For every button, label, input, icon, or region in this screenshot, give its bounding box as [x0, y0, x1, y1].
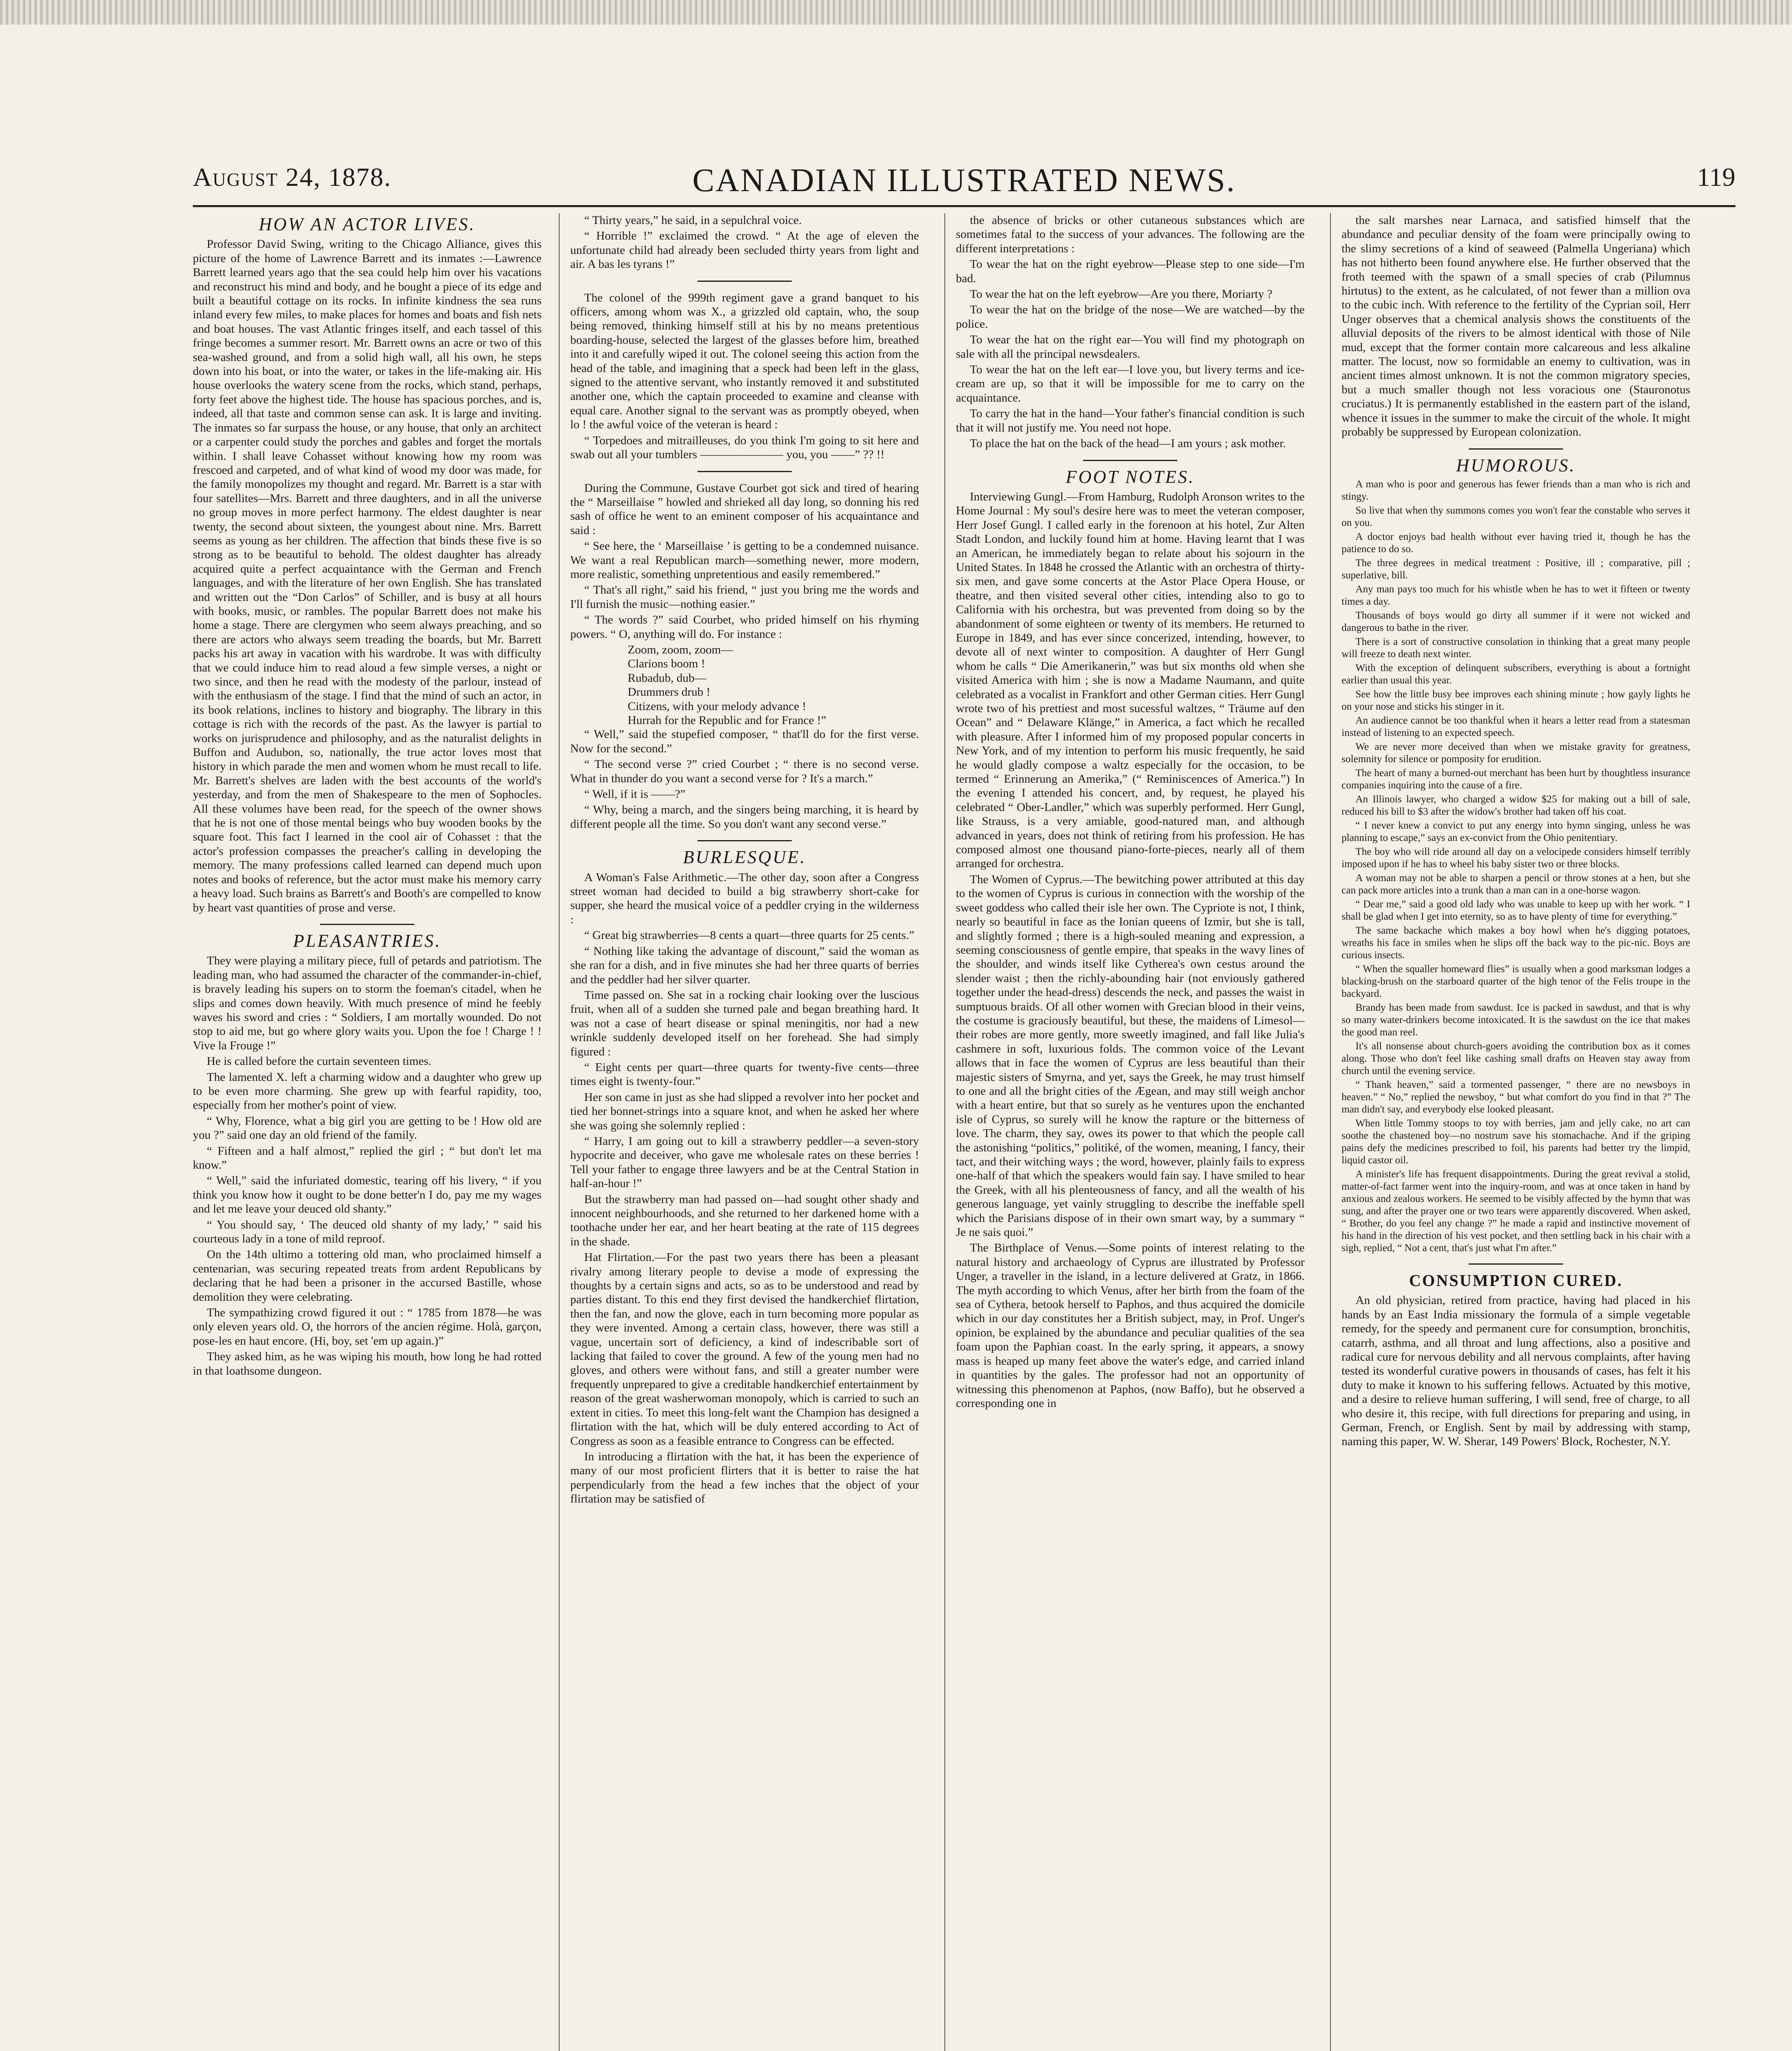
paragraph: “ Dear me,” said a good old lady who was unable to keep up with her work. “ I shall be glad when I get into eternity, so as to have plenty of time for everything.” [1342, 898, 1690, 922]
paragraph: It's all nonsense about church-goers avoiding the contribution box as it comes along. Those who don't feel like cashing small drafts on Heaven stay away from church until the evening service. [1342, 1040, 1690, 1076]
anecdote-commune [570, 481, 919, 641]
paragraph: Interviewing Gungl.—From Hamburg, Rudolph Aronson writes to the Home Journal : My soul's desire here was to meet the veteran composer, Herr Josef Gungl. I called early in the forenoon at his hotel, Zur Alten Stadt London, and luckily found him at home. Having learnt that I was an American, he immediately began to relate about his sojourn in the United States. In 1848 he crossed the Atlantic with an orchestra of thirty-six men, and gave some concerts at the Astor Place Opera House, or theatre, and then visited several other cities, intending also to go to California with his orchestra, but was prevented from doing so by the abandonment of some eighteen or twenty of its members. He returned to Europe in 1849, and has ever since concerized, intending, however, to devote all of next winter to composition. A daughter of Herr Gungl whom he calls “ Die Amerikanerin,” was but six months old when she visited America with him ; she is now a Madame Naumann, and quite celebrated as a vocalist in Frankfort and other German cities. Herr Gungl wrote two of his prettiest and most sucessful waltzes, “ Träume auf den Ocean” and “ Delaware Klänge,” in America, a fact which he recalled with pleasure. After I informed him of my proposed popular concerts in New York, and of my intention to perform his music frequently, he said he would gladly compose a waltz especially for the occasion, to be termed “ Erinnerung an Amerika,” (“ Reminiscences of America.”) In the evening I attended his concert, and, by request, he played his celebrated “ Ober-Landler,” which was superbly performed. Herr Gungl, like Strauss, is a very amiable, good-natured man, and although advanced in years, does not think of retiring from his profession. He has composed almost one thousand piano-forte-pieces, nearly all of them arranged for orchestra. [956, 490, 1305, 870]
article-actor [193, 237, 542, 915]
heading-consumption-cured: CONSUMPTION CURED. [1409, 1271, 1623, 1290]
column-divider [1330, 213, 1331, 2051]
article-burlesque [570, 870, 919, 1506]
paragraph: An Illinois lawyer, who charged a widow $25 for making out a bill of sale, reduced his bill to $3 after the widow's brother had taken off his coat. [1342, 793, 1690, 817]
paragraph: A doctor enjoys bad health without ever having tried it, though he has the patience to do so. [1342, 531, 1690, 555]
paragraph: The lamented X. left a charming widow and a daughter who grew up to be even more charming. She grew up with fearful rapidity, too, especially from her mother's point of view. [193, 1070, 542, 1112]
paragraph: So live that when thy summons comes you won't fear the constable who serves it on you. [1342, 505, 1690, 528]
paragraph: Rubadub, dub— [628, 671, 706, 685]
paragraph: The Women of Cyprus.—The bewitching power attributed at this day to the women of Cyprus is curious in connection with the worship of the sweet goddess who called their isle her own. The Cypriote is not, I think, nearly so beautiful in face as the Ionian queens of Izmir, but she is tall, and slightly formed ; there is a high-souled meaning and expression, a seeming consciousness of gentle empire, that speaks in the wavy lines of the shoulder, and winds itself like Cytherea's own cestus around the slender waist ; then the richly-abounding hair (not enviously gathered together under the head-dress) descends the neck, and passes the waist in sumptuous braids. Of all other women with Grecian blood in their veins, the costume is graciously beautiful, but these, the maidens of Limesol—their robes are more gently, more sweetly imagined, and fall like Julia's cashmere in soft, luxurious folds. The common voice of the Levant allows that in face the women of Cyprus are less beautiful than their majestic sisters of Smyrna, and yet, says the Greek, he may trust himself to one and all the bright cities of the Ægean, and may still weigh anchor with a heart entire, but that so surely as he ventures upon the enchanted isle of Cyprus, so surely will he know the rapture or the bitterness of love. The charm, they say, owes its power to that which the people call the astonishing “politics,” politiké, of the women, meaning, I fancy, their tact, and their witching ways ; the word, however, plainly fails to express one-half of that which the speakers would fain say. I have smiled to hear the Greek, with all his plenteousness of fancy, and all the wealth of his generous language, yet vainly struggling to describe the ineffable spell which the Parisians dispose of in their own smart way, by a summary “ Je ne sais quoi.” [956, 872, 1305, 1239]
heading-burlesque: BURLESQUE. [683, 847, 807, 868]
separator [320, 924, 414, 925]
march-verse [570, 643, 919, 727]
paragraph: To wear the hat on the right eyebrow—Please step to one side—I'm bad. [956, 258, 1305, 285]
paragraph: Hurrah for the Republic and for France !” [628, 714, 826, 727]
paragraph: To wear the hat on the bridge of the nose—We are watched—by the police. [956, 303, 1305, 331]
separator [1469, 1263, 1563, 1265]
separator [697, 281, 792, 282]
paragraph: “ Well,” said the infuriated domestic, tearing off his livery, “ if you think you know how it ought to be done better'n I do, pay me my wages and let me leave your deuced old shanty.” [193, 1174, 542, 1216]
paragraph: To wear the hat on the left ear—I love you, but livery terms and ice-cream are up, so that it will be impossible for me to carry on the acquaintance. [956, 363, 1305, 404]
column-divider [559, 213, 560, 2051]
heading-pleasantries: PLEASANTRIES. [293, 930, 441, 951]
column-divider [944, 213, 945, 2051]
paragraph: the salt marshes near Larnaca, and satisfied himself that the abundance and peculiar density of the foam were principally owing to the slimy secretions of a kind of seaweed (Palmella Ungeriana) which has not hitherto been found anywhere else. He further observed that the froth teemed with the spawn of a small species of crab (Pilumnus hirtutus) to the extent, as he calculated, of not fewer than a million ova to the cubic inch. With reference to the fertility of the Cyprian soil, Herr Unger observes that a chemical analysis shows the constituents of the alluvial deposits of the rivers to be almost identical with those of Nile mud, except that the former contain more calcareous and less alkaline matter. The locust, now so formidable an enemy to cultivation, was in ancient times almost unknown. It is not the common migratory species, but a much smaller though not less voracious one (Stauronotus cruciatus.) It is permanently established in the eastern part of the island, whence it issues in the summer to make the circuit of the whole. It might probably be suppressed by European colonization. [1342, 214, 1690, 439]
paragraph: “ Nothing like taking the advantage of discount,” said the woman as she ran for a dish, and in five minutes she had her three quarts of berries and the peddler had her silver quarter. [570, 944, 919, 986]
column-3 [956, 213, 1305, 2051]
paragraph: We are never more deceived than when we mistake gravity for greatness, solemnity for silence or pomposity for erudition. [1342, 741, 1690, 765]
paragraph: A minister's life has frequent disappointments. During the great revival a stolid, matter-of-fact farmer went into the inquiry-room, and was at once taken in hand by anxious and zealous workers. He seemed to be visibly affected by the hymn that was sung, and after the prayer one or two tears were apparently discovered. When asked, “ Brother, do you feel any change ?” he made a rapid and instinctive movement of his hand in the direction of his vest pocket, and then settling back in his chair with a sigh, replied, “ Not a cent, that's just what I'm after.” [1342, 1168, 1690, 1254]
paragraph: Zoom, zoom, zoom— [628, 643, 733, 656]
paragraph: “ Why, being a march, and the singers being marching, it is heard by different people all the time. So you don't want any second verse.” [570, 803, 919, 831]
paragraph: The same backache which makes a boy howl when he's digging potatoes, wreaths his face in smiles when he slips off the back way to the pic-nic. Boys are curious insects. [1342, 925, 1690, 961]
paragraph: But the strawberry man had passed on—had sought other shady and innocent neighbourhoods, and she returned to her darkened home with a toothache under her ear, and her heart beating at the rate of 115 degrees in the shade. [570, 1192, 919, 1248]
article-foot-notes [956, 490, 1305, 1410]
paragraph: “ Why, Florence, what a big girl you are getting to be ! How old are you ?” said one day an old friend of the family. [193, 1114, 542, 1142]
heading-foot-notes: FOOT NOTES. [1065, 466, 1195, 487]
heading-actor: HOW AN ACTOR LIVES. [258, 214, 476, 234]
paragraph: When little Tommy stoops to toy with berries, jam and jelly cake, no art can soothe the chastened boy—no nostrum save his stomachache. And if the griping pains defy the medicines prescribed to foil, his parents had better try the limpid, liquid castor oil. [1342, 1117, 1690, 1166]
paragraph: Thousands of boys would go dirty all summer if it were not wicked and dangerous to bathe in the river. [1342, 610, 1690, 633]
paragraph: To carry the hat in the hand—Your father's financial condition is such that it will not justify me. You need not hope. [956, 407, 1305, 434]
paragraph: “ Horrible !” exclaimed the crowd. “ At the age of eleven the unfortunate child had already been secluded thirty years from light and air. A bas les tyrans !” [570, 229, 919, 271]
paragraph: “ See here, the ‘ Marseillaise ’ is getting to be a condemned nuisance. We want a real Republican march—something newer, more modern, more realistic, something unpretentious and easily remembered.” [570, 539, 919, 581]
paragraph: “ Thank heaven,” said a tormented passenger, “ there are no newsboys in heaven.” “ No,” replied the newsboy, “ but what comfort do you find in that ?” The man didn't say, and everybody else looked pleasant. [1342, 1079, 1690, 1115]
paragraph: Brandy has been made from sawdust. Ice is packed in sawdust, and that is why so many water-drinkers become intoxicated. It is the sawdust on the ice that makes the good man reel. [1342, 1002, 1690, 1038]
paragraph: “ You should say, ‘ The deuced old shanty of my lady,’ ” said his courteous lady in a tone of mild reproof. [193, 1218, 542, 1246]
paragraph: “ Eight cents per quart—three quarts for twenty-five cents—three times eight is twenty-four.” [570, 1060, 919, 1088]
paragraph: “ I never knew a convict to put any energy into hymn singing, unless he was planning to escape,” says an ex-convict from the Ohio penitentiary. [1342, 820, 1690, 843]
paragraph: “ Fifteen and a half almost,” replied the girl ; “ but don't let ma know.” [193, 1144, 542, 1172]
advert-consumption-cured [1342, 1293, 1690, 1448]
paragraph: The Birthplace of Venus.—Some points of interest relating to the natural history and archaeology of Cyprus are illustrated by Professor Unger, a traveller in the island, in a lecture delivered at Gratz, in 1866. The myth according to which Venus, after her birth from the foam of the sea of Cythera, betook herself to Paphos, and thus acquired the domicile which in our day constitutes her a British subject, may, in Prof. Unger's opinion, be explained by the abundance and peculiar qualities of the sea foam upon the Paphian coast. In the early spring, it appears, a snowy mass is heaped up many feet above the water's edge, and carried inland in quantities by the gales. The professor had not an opportunity of witnessing this phenomenon at Paphos, (now Baffo), but he observed a corresponding one in [956, 1241, 1305, 1410]
paragraph: “ Well,” said the stupefied composer, “ that'll do for the first verse. Now for the second.” [570, 728, 919, 755]
column-1 [193, 213, 542, 2051]
page-number: 119 [1697, 162, 1735, 192]
paragraph: “ Harry, I am going out to kill a strawberry peddler—a seven-story hypocrite and deceiver, who gave me wholesale rates on these berries ! Tell your father to engage three lawyers and be at the Central Station in half-an-hour !” [570, 1134, 919, 1190]
paragraph: “ Well, if it is ——?” [584, 788, 686, 801]
venus-continued [1342, 213, 1690, 439]
separator [1083, 460, 1177, 461]
paragraph: Time passed on. She sat in a rocking chair looking over the luscious fruit, when all of a sudden she turned pale and began breathing hard. It was not a case of heart disease or spinal meningitis, nor had a new wrinkle suddenly developed itself on her forehead. She had simply figured : [570, 988, 919, 1058]
pleasantries-continued [570, 213, 919, 272]
paragraph: On the 14th ultimo a tottering old man, who proclaimed himself a centenarian, was securing repeated treats from ardent Republicans by declaring that he had been a prisoner in the accursed Bastille, whose demolition they were celebrating. [193, 1248, 542, 1304]
paragraph: The heart of many a burned-out merchant has been hurt by thoughtless insurance companies inquiring into the cause of a fire. [1342, 767, 1690, 791]
paragraph: Citizens, with your melody advance ! [628, 699, 806, 713]
anecdote-commune-end [570, 727, 919, 831]
paragraph: “ When the squaller homeward flies” is usually when a good marksman lodges a blacking-brush on the starboard quarter of the high tenor of the Felis troupe in the backyard. [1342, 963, 1690, 999]
paragraph: the absence of bricks or other cutaneous substances which are sometimes fatal to the success of your advances. The following are the different interpretations : [956, 214, 1305, 255]
scan-edge [0, 0, 1792, 25]
page-header [193, 162, 1735, 199]
paragraph: A Woman's False Arithmetic.—The other day, soon after a Congress street woman had decided to build a big strawberry short-cake for supper, she heard the musical voice of a peddler crying in the wilderness : [570, 870, 919, 926]
paragraph: The three degrees in medical treatment : Positive, ill ; comparative, pill ; superlative, bill. [1342, 557, 1690, 581]
paragraph: During the Commune, Gustave Courbet got sick and tired of hearing the “ Marseillaise ” howled and shrieked all day long, so donning his red sash of office he went to an eminent composer of his acquaintance and said : [570, 481, 919, 537]
paragraph: Professor David Swing, writing to the Chicago Alliance, gives this picture of the home of Lawrence Barrett and its inmates :—Lawrence Barrett learned years ago that the sea could help him over his vacations and reconstruct his mind and body, and he bought a piece of its edge and built a beautiful cottage on its rocks. In infinite kindness the sea runs inland every few miles, to make places for homes and boats and fish nets and boat houses. The vast Atlantic fringes itself, and each tassel of this fringe becomes a summer resort. Mr. Barrett owns an acre or two of this sea-washed ground, and from a solid high wall, all his own, he steps down into his boat, or into the water, or takes in the life-making air. His house overlooks the watery scene from the rocks, which stand, perhaps, forty feet above the highest tide. The house has spacious porches, and is, indeed, all that taste and common sense can ask. It is large and inviting. The inmates so far surpass the house, or any house, that only an architect or a carpenter could study the porches and gables and forget the mortals within. I shall leave Cohasset without knowing how my room was frescoed and carpeted, and of what kind of wood my door was made, for the family monopolizes my thought and regard. Mr. Barrett is a star with four satellites—Mrs. Barrett and three daughters, and in all the universe no group moves in more perfect harmony. The eldest daughter is near twenty, the second about sixteen, the youngest about nine. Mrs. Barrett seems as young as her children. The affection that binds these five is so strong as to be beautiful to behold. The oldest daughter has already acquired quite a perfect acquaintance with the German and French languages, and with the literature of her own English. She has translated and written out the “Don Carlos” of Schiller, and is busy at all hours with books, music, or rambles. The popular Barrett does not make his home a stage. There are clergymen who seem always preaching, and so there are actors who always seem treading the boards, but Mr. Barrett packs his art away in vacation with his wardrobe. It was with difficulty that we could induce him to read aloud a few simple verses, a night or two since, and then he read with the modesty of the parlour, instead of with the enthusiasm of the stage. I find that the mind of such an actor, in its book relations, inclines to history and biography. The library in this cottage is rich with the records of the past. As the lawyer is partial to works on jurisprudence and philosophy, and as the naturalist delights in Buffon and Audubon, so, nationally, the true actor loves most that history in which parade the men and women whom he must recall to life. Mr. Barrett's shelves are laden with the best accounts of the world's yesterday, and from the men of Shakespeare to the men of Sophocles. All these volumes have been read, for the speech of the owner shows that he is not one of those mental beings who buy wooden books by the square foot. This fact I learned in the cool air of Cohasset : that the actor's profession compasses the preacher's calling in developing the memory. The many professions called learned can depend much upon notes and books of reference, but the actor must make his memory carry a heavy load. Such brains as Barrett's and Booth's are compelled to know by heart vast quantities of prose and verse. [193, 238, 542, 914]
paragraph: A man who is poor and generous has fewer friends than a man who is rich and stingy. [1342, 478, 1690, 502]
paragraph: “ The words ?” said Courbet, who prided himself on his rhyming powers. “ O, anything will do. For instance : [570, 613, 919, 641]
column-2 [570, 213, 919, 2051]
paragraph: They were playing a military piece, full of petards and patriotism. The leading man, who had assumed the character of the commander-in-chief, is bravely leading his supers on to storm the foeman's citadel, when he slips and comes down heavily. With much presence of mind he feebly waves his sword and cries : “ Soldiers, I am mortally wounded. Do not stop to aid me, but go where glory waits you. Upon the foe ! Charge ! ! Vive la Frouge !” [193, 954, 542, 1052]
paragraph: “ Thirty years,” he said, in a sepulchral voice. [584, 214, 802, 227]
paragraph: With the exception of delinquent subscribers, everything is about a fortnight earlier than usual this year. [1342, 662, 1690, 686]
paragraph: See how the little busy bee improves each shining minute ; how gayly lights he on your nose and sticks his stinger in it. [1342, 688, 1690, 712]
paragraph: He is called before the curtain seventeen times. [207, 1055, 432, 1068]
separator [697, 471, 792, 472]
paragraph: Hat Flirtation.—For the past two years there has been a pleasant rivalry among literary people to devise a mode of expressing the thoughts by a certain signs and acts, so as to be understood and read by parties distant. To this end they first devised the handkerchief flirtation, then the fan, and now the glove, each in turn becoming more popular as they were invented. Among a certain class, however, there was still a vague, uncertain sort of deficiency, a kind of indescribable sort of lacking that failed to cover the ground. A few of the young men had no gloves, and others were without fans, and still a greater number were frequently unprepared to give a creditable handkerchief entertainment by reason of the great washerwoman monopoly, which is carried to such an extent in cities. To meet this long-felt want the Champion has designed a flirtation with the hat, which will be duly entered according to Act of Congress as soon as a feasible entrance to Congress can be effected. [570, 1251, 919, 1448]
article-humorous [1342, 478, 1690, 1254]
paragraph: A woman may not be able to sharpen a pencil or throw stones at a hen, but she can pack more articles into a trunk than a man can in a one-horse wagon. [1342, 872, 1690, 896]
anecdote-colonel [570, 291, 919, 462]
header-rule [193, 205, 1735, 207]
masthead-title: CANADIAN ILLUSTRATED NEWS. [692, 162, 1236, 199]
paragraph: An audience cannot be too thankful when it hears a letter read from a statesman instead of listening to an expected speech. [1342, 715, 1690, 738]
paragraph: To wear the hat on the left eyebrow—Are you there, Moriarty ? [970, 288, 1273, 301]
paragraph: Her son came in just as she had slipped a revolver into her pocket and tied her bonnet-strings into a square knot, and when he asked her where she was going she solemnly replied : [570, 1090, 919, 1132]
paragraph: “ Great big strawberries—8 cents a quart—three quarts for 25 cents.” [584, 929, 914, 942]
heading-humorous: HUMOROUS. [1456, 455, 1576, 475]
separator [697, 840, 792, 841]
column-4 [1342, 213, 1690, 2051]
paragraph: In introducing a flirtation with the hat, it has been the experience of many of our most proficient flirters that it is better to raise the hat perpendicularly from the head a few inches that the object of your flirtation may be satisfied of [570, 1450, 919, 1506]
paragraph: To wear the hat on the right ear—You will find my photograph on sale with all the principal newsdealers. [956, 333, 1305, 361]
paragraph: They asked him, as he was wiping his mouth, how long he had rotted in that loathsome dungeon. [193, 1350, 542, 1377]
paragraph: “ Torpedoes and mitrailleuses, do you think I'm going to sit here and swab out all your tumblers ——————— you, you ——” ?? !! [570, 434, 919, 461]
separator [1469, 448, 1563, 450]
issue-date: August 24, 1878. [193, 162, 392, 192]
paragraph: Drummers drub ! [628, 685, 711, 699]
article-pleasantries [193, 954, 542, 1378]
paragraph: The boy who will ride around all day on a velocipede considers himself terribly imposed upon if he has to wheel his baby sister two or three blocks. [1342, 846, 1690, 870]
hat-flirtation-continued [956, 213, 1305, 451]
paragraph: The colonel of the 999th regiment gave a grand banquet to his officers, among whom was X., a grizzled old captain, who, the soup being removed, thinking himself still at his by no means pretentious boarding-house, selected the largest of the glasses before him, breathed into it and carefully wiped it out. The colonel seeing this action from the head of the table, and imagining that a speck had been left in the glass, signed to the attentive servant, who instantly removed it and substituted another one, which the captain proceeded to examine and cleanse with equal care. Another signal to the servant was as promptly obeyed, when lo ! the awful voice of the veteran is heard : [570, 291, 919, 432]
paragraph: “ That's all right,” said his friend, “ just you bring me the words and I'll furnish the music—nothing easier.” [570, 583, 919, 611]
paragraph: The sympathizing crowd figured it out : “ 1785 from 1878—he was only eleven years old. O, the horrors of the ancien régime. Holà, garçon, pose-les en haut encore. (Hi, boy, set 'em up again.)” [193, 1306, 542, 1348]
paragraph: An old physician, retired from practice, having had placed in his hands by an East India missionary the formula of a simple vegetable remedy, for the speedy and permanent cure for consumption, bronchitis, catarrh, asthma, and all throat and lung affections, also a positive and radical cure for nervous debility and all nervous complaints, after having tested its wonderful curative powers in thousands of cases, has felt it his duty to make it known to his suffering fellows. Actuated by this motive, and a desire to relieve human suffering, I will send, free of charge, to all who desire it, this recipe, with full directions for preparing and using, in German, French, or English. Sent by mail by addressing with stamp, naming this paper, W. W. Sherar, 149 Powers' Block, Rochester, N.Y. [1342, 1294, 1690, 1448]
paragraph: To place the hat on the back of the head—I am yours ; ask mother. [970, 437, 1286, 450]
paragraph: “ The second verse ?” cried Courbet ; “ there is no second verse. What in thunder do you want a second verse for ? It's a march.” [570, 758, 919, 785]
paragraph: Clarions boom ! [628, 657, 705, 671]
paragraph: There is a sort of constructive consolation in thinking that a great many people will freeze to death next winter. [1342, 636, 1690, 660]
paragraph: Any man pays too much for his whistle when he has to wet it fifteen or twenty times a day. [1342, 583, 1690, 607]
